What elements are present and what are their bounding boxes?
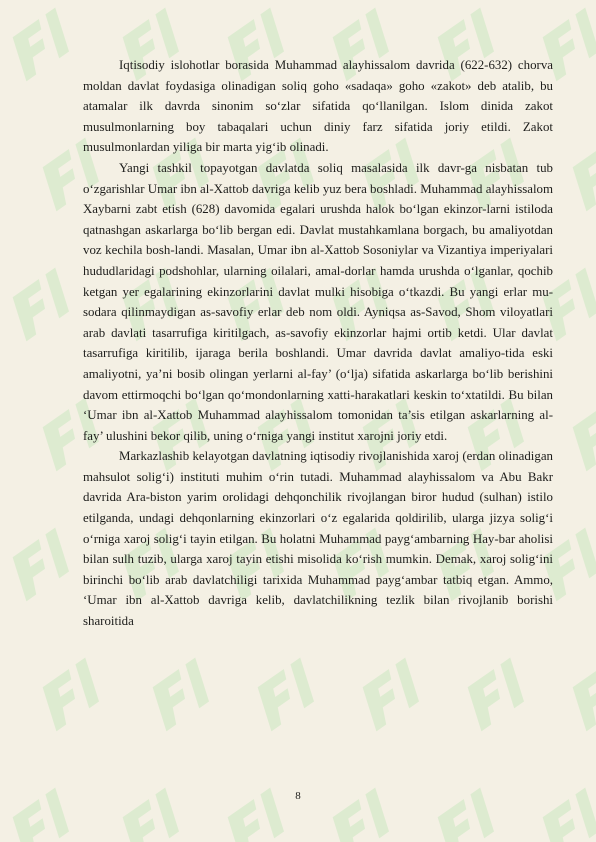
watermark-mark [246,657,325,731]
watermark-mark [561,137,596,211]
watermark-mark [1,7,80,81]
watermark-mark [31,657,110,731]
page-number: 8 [295,790,301,802]
watermark-mark [456,657,535,731]
paragraph-3: Markazlashib kelayotgan davlatning iqtisodiy rivojlanishida xaroj (erdan olinadigan mahsulot soligʻi) instituti muhim oʻrin tutadi. Muhammad alayhissalom va Abu Bakr davrida Ara-biston yarim orolidagi dehqonchilik rivojlangan biror hudud (sulhan) istilo etilganda, undagi dehqonlarning ekinzorlari oʻz egalarida qoldirilib, ularga jizya soligʻi oʻrniga xaroj soligʻi tayin etilgan. Bu holatni Muhammad paygʻambarning Hay-bar aholisi bilan sulh tuzib, ularga xaroj tayin etishi misolida koʻrish mumkin. Demak, xaroj soligʻini birinchi boʻlib arab davlatchiligi tarixida Muhammad paygʻambar tatbiq etgan. Ammo, ‘Umar ibn al-Xattob davriga kelib, davlatchilikning tezlik bilan rivojlanib borishi sharoitida [83,449,553,629]
watermark-mark [1,527,80,601]
text-body [83,55,553,632]
watermark-mark [561,397,596,471]
watermark-mark [351,657,430,731]
watermark-mark [561,657,596,731]
watermark-mark [1,267,80,341]
paragraph-1: Iqtisodiy islohotlar borasida Muhammad alayhissalom davrida (622-632) chorva moldan davlat foydasiga olinadigan soliq goho «sadaqa» goho «zakot» deb atalib, bu atamalar ilk davrda sinonim soʻzlar sifatida qoʻllanilgan. Islom dinida zakot musulmonlarning boy tabaqalari uchun diniy farz sifatida joriy etildi. Zakot musulmonlardan yiliga bir marta yigʻib olinadi. [83,58,553,155]
watermark-mark [141,657,220,731]
paragraph-2: Yangi tashkil topayotgan davlatda soliq masalasida ilk davr-ga nisbatan tub oʻzgarishlar Umar ibn al-Xattob davriga kelib yuz bera boshladi. Muhammad alayhissalom Xaybarni zabt etish (628) davomida egalari urushda halok boʻlgan ekinzor-larni istiloda qatnashgan askarlarga boʻlib bergan edi. Davlat mustahkamlana borgach, bu amaliyotdan voz kechila bosh-landi. Masalan, Umar ibn al-Xattob Sosoniylar va Vizantiya imperiyalari hududlaridagi podshohlar, ularning oilalari, amal-dorlar hamda urushda oʻlganlar, qochib ketgan yer egalarining ekinzorlarini davlat mulki hisobiga oʻtkazdi. Bu yangi erlar mu-sodara qilinmaydigan as-savofiy erlar deb nom oldi. Ayniqsa as-Savod, Shom viloyatlari arab davlati tasarrufiga kiritilgach, as-savofiy ekinzorlar hajmi ortib ketdi. Ular davlat tasarrufiga kiritilib, ijaraga berila boshlandi. Umar davrida davlat amaliyo-tida eski amaliyotni, ya’ni bosib olingan yerlarni al-fay’ (oʻlja) sifatida askarlarga boʻlib berishini davom ettirmoqchi boʻlgan qoʻmondonlarning xatti-harakatlari keskin toʻxtatildi. Bu bilan ‘Umar ibn al-Xattob Muhammad alayhissalom tomonidan ta’sis etilgan askarlarning al-fay’ ulushini bekor qilib, uning oʻrniga yangi institut xarojni joriy etdi. [83,160,554,443]
